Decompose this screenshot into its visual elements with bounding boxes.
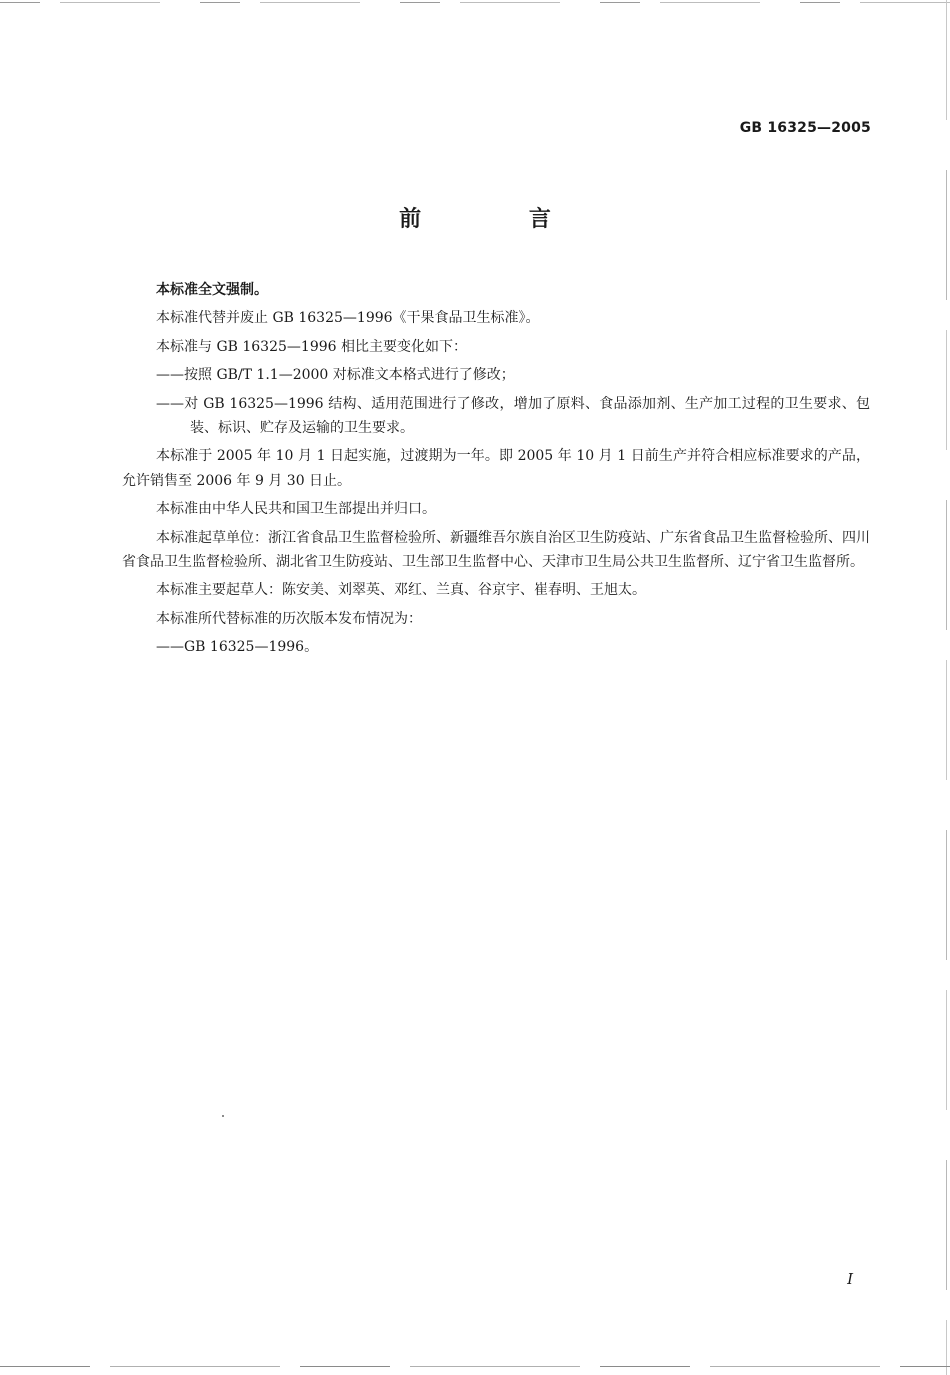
- paragraph-history-item: ——GB 16325—1996。: [156, 639, 319, 656]
- change-item: ——对 GB 16325—1996 结构、适用范围进行了修改，增加了原料、食品添加剂、生产加工过程的卫生要求、包装、标识、贮存及运输的卫生要求。: [156, 395, 870, 437]
- standard-code: GB 16325—2005: [739, 120, 871, 136]
- paragraph-replaces: 本标准代替并废止 GB 16325—1996《干果食品卫生标准》。: [156, 310, 540, 327]
- paragraph-proposer: 本标准由中华人民共和国卫生部提出并归口。: [156, 501, 436, 518]
- paragraph-drafting-units: 本标准起草单位：浙江省食品卫生监督检验所、新疆维吾尔族自治区卫生防疫站、广东省食品卫生监督检验所、四川省食品卫生监督检验所、湖北省卫生防疫站、卫生部卫生监督中心、天津市卫生局公共卫生监督所、辽宁省卫生监督所。: [122, 529, 870, 571]
- change-item: ——按照 GB/T 1.1—2000 对标准文本格式进行了修改；: [156, 367, 515, 384]
- scan-speck: [222, 1115, 224, 1117]
- paragraph-history-intro: 本标准所代替标准的历次版本发布情况为：: [156, 610, 422, 627]
- paragraph-drafters: 本标准主要起草人：陈安美、刘翠英、邓红、兰真、谷京宇、崔春明、王旭太。: [156, 582, 646, 599]
- page-title: 前 言: [399, 207, 601, 232]
- page-number: I: [847, 1270, 853, 1288]
- paragraph-effective-date: 本标准于 2005 年 10 月 1 日起实施，过渡期为一年。即 2005 年 10 月 1 日前生产并符合相应标准要求的产品，允许销售至 2006 年 9 月 30 日止。: [122, 448, 870, 489]
- scan-edge-top: [0, 2, 950, 3]
- paragraph-changes-intro: 本标准与 GB 16325—1996 相比主要变化如下：: [156, 338, 467, 355]
- paragraph-mandatory: 本标准全文强制。: [156, 282, 268, 298]
- document-body: [122, 278, 870, 664]
- scan-edge-bottom: [0, 1366, 950, 1367]
